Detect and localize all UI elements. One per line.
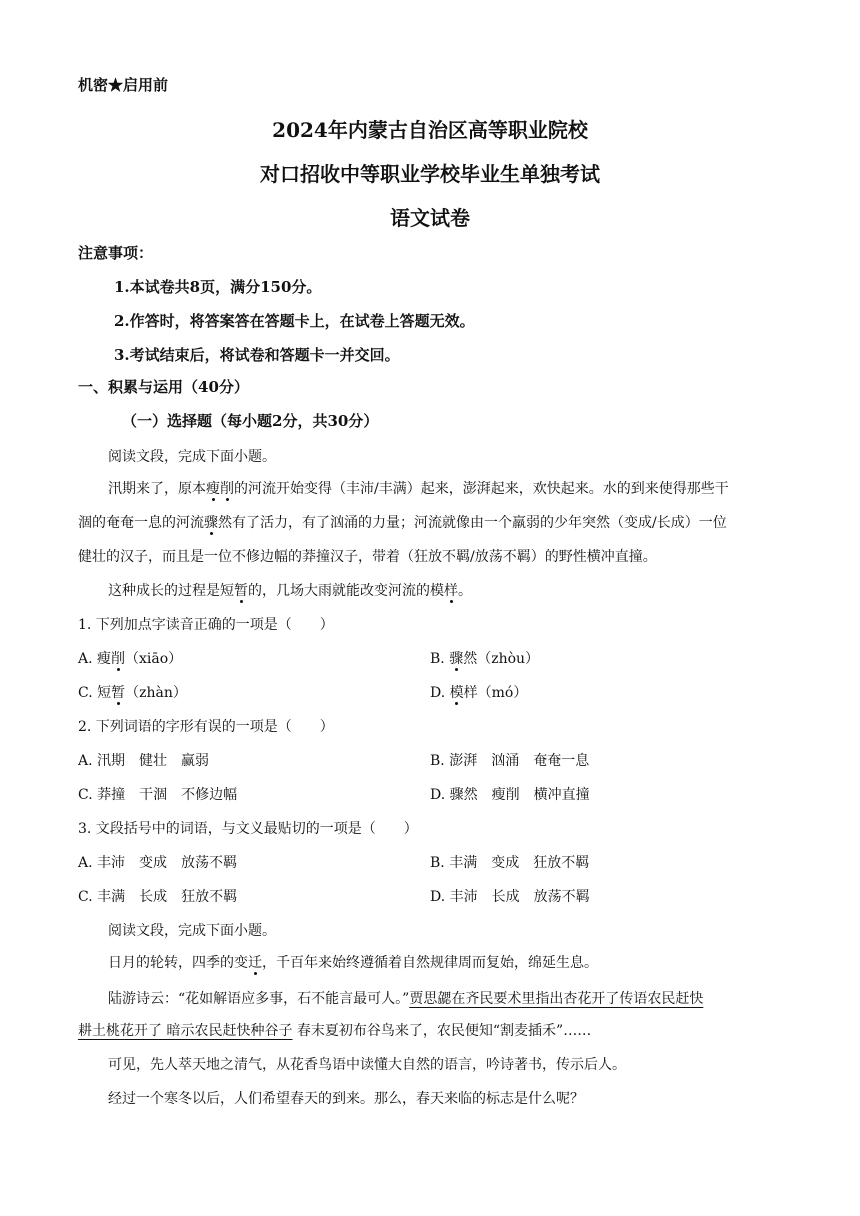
underlined-text: 耕土桃花开了 暗示农民赶快种谷子	[78, 1023, 293, 1039]
text: 然有了活力，有了汹涌的力量；河流就像由一个羸弱的少年突然（变成/长成）一位	[218, 515, 727, 531]
text: 的，几场大雨就能改变河流的模	[248, 583, 444, 599]
word: 汹涌	[491, 753, 520, 769]
text: 。	[458, 583, 472, 599]
text: 瘦	[97, 651, 112, 667]
word: 干涸	[139, 787, 168, 803]
passage-line	[108, 478, 729, 498]
text: （xiāo）	[125, 651, 183, 667]
dotted-char: 暂	[111, 685, 126, 701]
word: 赢弱	[181, 753, 210, 769]
word: 长成	[491, 889, 520, 905]
option-b[interactable]	[430, 750, 589, 770]
dotted-char: 暂	[234, 583, 248, 599]
word: 丰满	[97, 889, 126, 905]
exam-title-line1: 2024年内蒙古自治区高等职业院校	[272, 118, 588, 142]
word: 丰沛	[97, 855, 126, 871]
word: 不修边幅	[181, 787, 238, 803]
text: 春末夏初布谷鸟来了，农民便知“割麦插禾”……	[292, 1023, 592, 1039]
dotted-char: 削	[111, 651, 126, 667]
text: 陆游诗云：“花如解语应多事，石不能言最可人。”	[108, 991, 410, 1007]
word: 骤然	[449, 787, 478, 803]
text: ，千百年来始终遵循着自然规律周而复始，绵延生息。	[262, 955, 598, 971]
subsection-heading: （一）选择题（每小题2分，共30分）	[122, 412, 379, 430]
underlined-text: 贾思勰在齐民要术里指出杏花开了传语农民赶快	[409, 991, 704, 1007]
question-stem: 3. 文段括号中的词语，与文义最贴切的一项是（ ）	[78, 821, 418, 837]
notice-heading: 注意事项：	[78, 244, 154, 262]
text: （zhàn）	[125, 685, 187, 701]
option-a[interactable]	[78, 750, 209, 770]
option-letter: D.	[430, 685, 446, 701]
option-letter: B.	[430, 651, 445, 667]
dotted-char: 骤	[449, 651, 464, 667]
word: 长成	[139, 889, 168, 905]
word: 放荡不羁	[533, 889, 590, 905]
text: 的河流开始变得（丰沛/丰满）起来，澎湃起来，欢快起来。水的到来使得那些干	[234, 481, 729, 497]
passage-line	[108, 952, 598, 972]
passage-line: 经过一个寒冬以后，人们希望春天的到来。那么，春天来临的标志是什么呢？	[108, 1091, 584, 1107]
text: 汛期来了，原本	[108, 481, 206, 497]
text: 这种成长的过程是短	[108, 583, 234, 599]
option-a[interactable]	[78, 648, 182, 668]
word: 莽撞	[97, 787, 126, 803]
option-letter: C.	[78, 787, 93, 803]
option-letter: A.	[78, 855, 93, 871]
dotted-char: 削	[220, 481, 234, 497]
option-letter: D.	[430, 787, 446, 803]
reading-instruction: 阅读文段，完成下面小题。	[108, 449, 276, 465]
passage-line	[108, 580, 472, 600]
dotted-char: 样	[444, 583, 458, 599]
option-letter: B.	[430, 855, 445, 871]
word: 放荡不羁	[181, 855, 238, 871]
notice-item: 1.本试卷共8页，满分150分。	[114, 278, 322, 296]
option-c[interactable]	[78, 682, 187, 702]
option-letter: A.	[78, 651, 93, 667]
passage-line	[108, 988, 703, 1008]
text: 涸的奄奄一息的河流	[78, 515, 204, 531]
question-stem: 2. 下列词语的字形有误的一项是（ ）	[78, 719, 334, 735]
passage-line	[78, 1020, 591, 1040]
text: 样（mó）	[463, 685, 528, 701]
word: 瘦削	[491, 787, 520, 803]
word: 丰满	[449, 855, 478, 871]
passage-line: 可见，先人萃天地之清气，从花香鸟语中读懂大自然的语言，吟诗著书，传示后人。	[108, 1057, 626, 1073]
word: 横冲直撞	[533, 787, 590, 803]
option-letter: C.	[78, 889, 93, 905]
option-d[interactable]	[430, 784, 590, 804]
word: 健壮	[139, 753, 168, 769]
exam-title-line2: 对口招收中等职业学校毕业生单独考试	[260, 162, 600, 186]
option-c[interactable]	[78, 886, 237, 906]
option-a[interactable]	[78, 852, 237, 872]
option-b[interactable]	[430, 648, 539, 668]
dotted-char: 骤	[204, 515, 218, 531]
option-d[interactable]	[430, 886, 590, 906]
option-letter: C.	[78, 685, 93, 701]
text: 然（zhòu）	[463, 651, 540, 667]
passage-line	[78, 512, 727, 532]
option-b[interactable]	[430, 852, 589, 872]
notice-item: 3.考试结束后，将试卷和答题卡一并交回。	[114, 346, 400, 364]
option-letter: D.	[430, 889, 446, 905]
dotted-char: 模	[449, 685, 464, 701]
word: 澎湃	[449, 753, 478, 769]
option-letter: B.	[430, 753, 445, 769]
word: 汛期	[97, 753, 126, 769]
confidential-label: 机密★启用前	[78, 76, 169, 94]
dotted-char: 迁	[248, 955, 262, 971]
notice-item: 2.作答时，将答案答在答题卡上，在试卷上答题无效。	[114, 312, 475, 330]
section-heading: 一、积累与运用（40分）	[78, 378, 249, 396]
dotted-char: 瘦	[206, 481, 220, 497]
option-letter: A.	[78, 753, 93, 769]
option-d[interactable]	[430, 682, 527, 702]
word: 奄奄一息	[533, 753, 590, 769]
word: 变成	[139, 855, 168, 871]
question-stem: 1. 下列加点字读音正确的一项是（ ）	[78, 617, 334, 633]
text: 日月的轮转，四季的变	[108, 955, 248, 971]
word: 丰沛	[449, 889, 478, 905]
word: 变成	[491, 855, 520, 871]
word: 狂放不羁	[181, 889, 238, 905]
exam-title-line3: 语文试卷	[390, 206, 470, 230]
text: 短	[97, 685, 112, 701]
option-c[interactable]	[78, 784, 237, 804]
passage-line: 健壮的汉子，而且是一位不修边幅的莽撞汉子，带着（狂放不羁/放荡不羁）的野性横冲直撞。	[78, 549, 657, 565]
reading-instruction: 阅读文段，完成下面小题。	[108, 923, 276, 939]
word: 狂放不羁	[533, 855, 590, 871]
